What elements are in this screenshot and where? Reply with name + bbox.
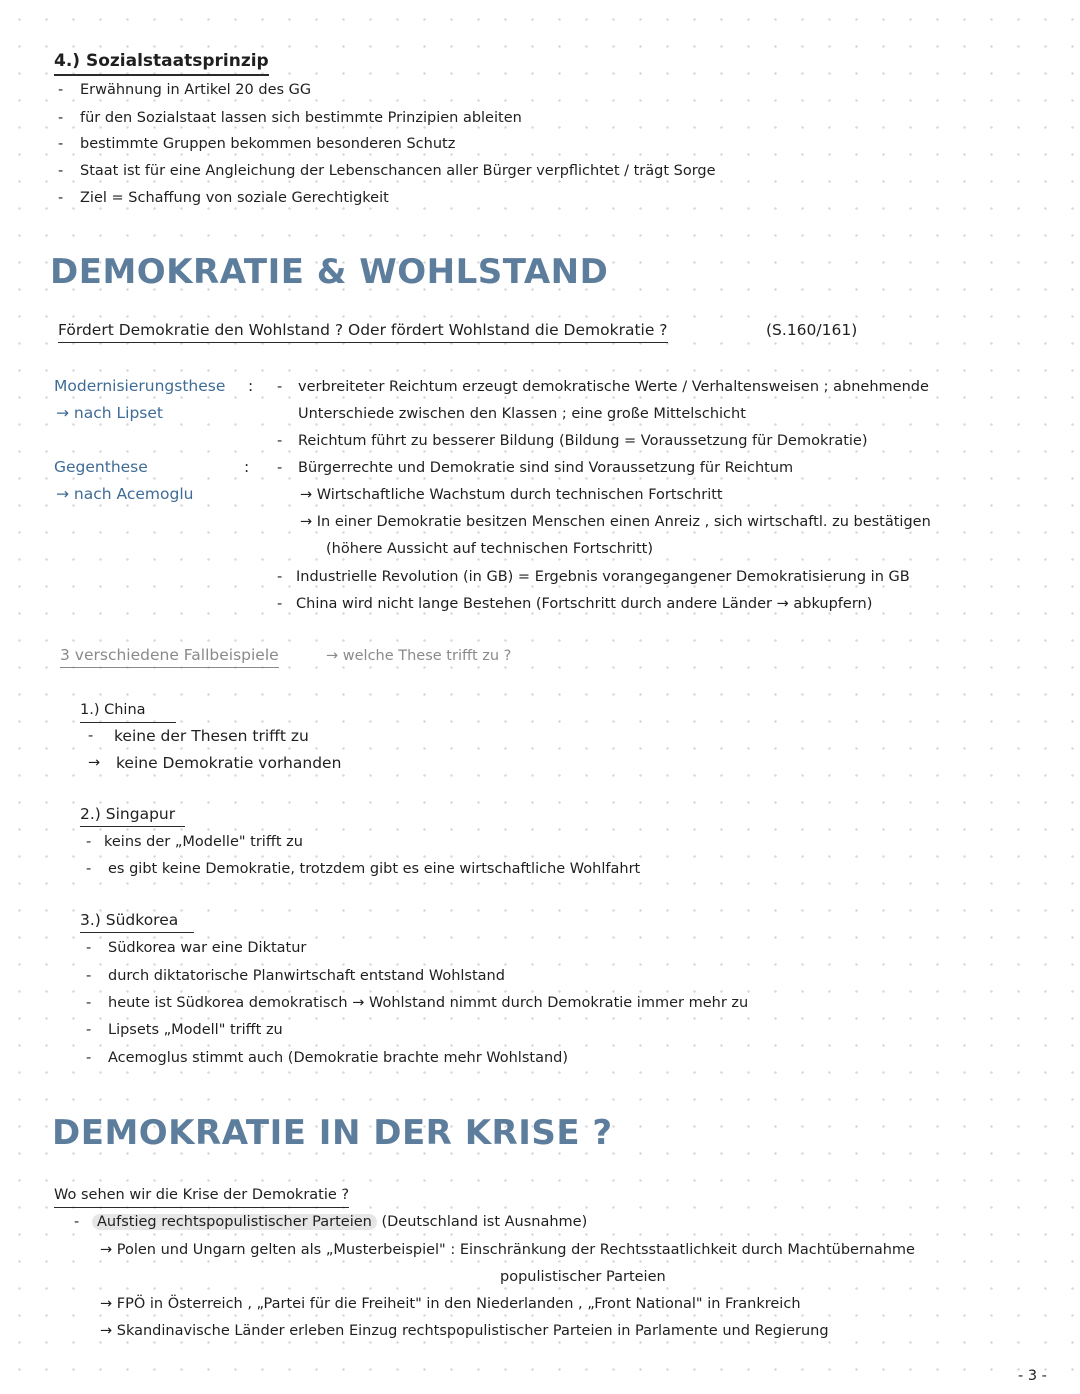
list-item: heute ist Südkorea demokratisch → Wohlstand nimmt durch Demokratie immer mehr zu: [108, 995, 749, 1011]
thesis-line: China wird nicht lange Bestehen (Fortschritt durch andere Länder → abkupfern): [296, 596, 873, 612]
list-item: bestimmte Gruppen bekommen besonderen Schutz: [80, 136, 456, 152]
dash-marker: -: [58, 190, 64, 206]
list-marker: -: [86, 834, 92, 850]
dash-marker: -: [277, 379, 283, 395]
lipset-label: → nach Lipset: [56, 404, 163, 422]
list-item: Acemoglus stimmt auch (Demokratie brachte mehr Wohlstand): [108, 1050, 569, 1066]
dash-marker: -: [58, 82, 64, 98]
krise-line: → FPÖ in Österreich , „Partei für die Freiheit" in den Niederlanden , „Front National" in Frankreich: [100, 1296, 801, 1312]
thesis-line: Reichtum führt zu besserer Bildung (Bildung = Voraussetzung für Demokratie): [298, 433, 868, 449]
list-item: für den Sozialstaat lassen sich bestimmte Prinzipien ableiten: [80, 110, 522, 126]
dash-marker: -: [277, 433, 283, 449]
dash-marker: -: [58, 163, 64, 179]
list-marker: -: [86, 861, 92, 877]
case-title-china: 1.) China: [80, 700, 176, 723]
case-studies-question: → welche These trifft zu ?: [326, 648, 512, 664]
list-marker: -: [86, 968, 92, 984]
krise-bullet-rest: (Deutschland ist Ausnahme): [381, 1214, 588, 1230]
thesis-line: → In einer Demokratie besitzen Menschen einen Anreiz , sich wirtschaftl. zu bestätigen: [300, 514, 931, 530]
list-marker: →: [88, 755, 101, 771]
list-item: Erwähnung in Artikel 20 des GG: [80, 82, 312, 98]
dash-marker: -: [58, 110, 64, 126]
list-marker: -: [88, 728, 94, 744]
list-item: Südkorea war eine Diktatur: [108, 940, 307, 956]
thesis-line: → Wirtschaftliche Wachstum durch technischen Fortschritt: [300, 487, 723, 503]
dash-marker: -: [58, 136, 64, 152]
list-item: durch diktatorische Planwirtschaft entstand Wohlstand: [108, 968, 505, 984]
list-item: Ziel = Schaffung von soziale Gerechtigkeit: [80, 190, 389, 206]
list-marker: -: [86, 1022, 92, 1038]
dash-marker: -: [277, 596, 283, 612]
krise-bullet: [92, 1212, 587, 1232]
page-reference: (S.160/161): [766, 321, 858, 339]
list-item: keine der Thesen trifft zu: [114, 727, 309, 745]
list-marker: -: [86, 995, 92, 1011]
case-title-singapur: 2.) Singapur: [80, 804, 185, 827]
acemoglu-label: → nach Acemoglu: [56, 485, 194, 503]
list-item: es gibt keine Demokratie, trotzdem gibt es eine wirtschaftliche Wohlfahrt: [108, 861, 641, 877]
thesis-line: verbreiteter Reichtum erzeugt demokratische Werte / Verhaltensweisen ; abnehmende: [298, 379, 929, 395]
section-title-demokratie-krise: DEMOKRATIE IN DER KRISE ?: [52, 1113, 613, 1153]
thesis-line: Bürgerrechte und Demokratie sind sind Voraussetzung für Reichtum: [298, 460, 794, 476]
thesis-line: Industrielle Revolution (in GB) = Ergebnis vorangegangener Demokratisierung in GB: [296, 569, 910, 585]
list-item: keine Demokratie vorhanden: [116, 754, 342, 772]
list-item: Lipsets „Modell" trifft zu: [108, 1022, 283, 1038]
list-item: Staat ist für eine Angleichung der Lebenschancen aller Bürger verpflichtet / trägt Sorge: [80, 163, 716, 179]
thesis-line: (höhere Aussicht auf technischen Fortschritt): [326, 541, 653, 557]
case-studies-label: 3 verschiedene Fallbeispiele: [60, 645, 279, 668]
list-item: keins der „Modelle" trifft zu: [104, 834, 303, 850]
krise-question: Wo sehen wir die Krise der Demokratie ?: [54, 1185, 349, 1208]
colon-marker: :: [244, 458, 250, 476]
main-question: Fördert Demokratie den Wohlstand ? Oder fördert Wohlstand die Demokratie ?: [58, 320, 668, 343]
thesis-line: Unterschiede zwischen den Klassen ; eine große Mittelschicht: [298, 406, 746, 422]
list-marker: -: [86, 940, 92, 956]
dash-marker: -: [277, 569, 283, 585]
page-number: - 3 -: [1018, 1368, 1047, 1384]
section-title-demokratie-wohlstand: DEMOKRATIE & WOHLSTAND: [50, 252, 609, 292]
modernisierungsthese-label: Modernisierungsthese: [54, 377, 226, 395]
gegenthese-label: Gegenthese: [54, 458, 148, 476]
case-title-suedkorea: 3.) Südkorea: [80, 910, 194, 933]
colon-marker: :: [248, 377, 254, 395]
krise-line-continuation: populistischer Parteien: [500, 1269, 666, 1285]
section-heading-sozialstaat: 4.) Sozialstaatsprinzip: [54, 50, 269, 76]
dash-marker: -: [74, 1214, 80, 1230]
krise-line: → Polen und Ungarn gelten als „Musterbeispiel" : Einschränkung der Rechtsstaatlichkeit durch Machtübernahme: [100, 1242, 915, 1258]
list-marker: -: [86, 1050, 92, 1066]
krise-line: → Skandinavische Länder erleben Einzug rechtspopulistischer Parteien in Parlamente und Regierung: [100, 1323, 829, 1339]
highlighted-text: Aufstieg rechtspopulistischer Parteien: [92, 1214, 377, 1230]
dash-marker: -: [277, 460, 283, 476]
